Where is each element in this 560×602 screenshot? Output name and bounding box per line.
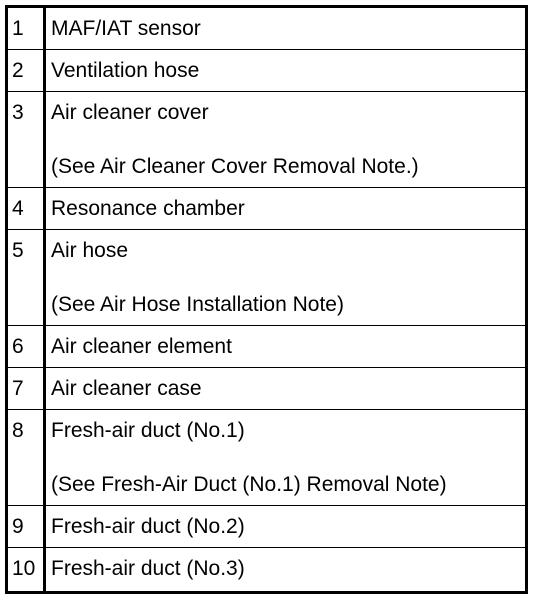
part-note: (See Air Cleaner Cover Removal Note.): [51, 155, 419, 178]
part-number: 8: [8, 410, 46, 505]
part-description: [46, 230, 525, 325]
part-name: Air cleaner case: [51, 377, 202, 400]
part-description: [46, 188, 525, 229]
part-number: 2: [8, 50, 46, 91]
table-row: [8, 50, 525, 92]
table-row: [8, 368, 525, 410]
part-number: 1: [8, 8, 46, 49]
part-name: Air cleaner cover: [51, 101, 209, 124]
parts-table: [5, 5, 528, 594]
table-row: [8, 8, 525, 50]
part-description: [46, 506, 525, 547]
part-description: [46, 410, 525, 505]
table-row: [8, 92, 525, 188]
table-row: [8, 230, 525, 326]
part-name: Air hose: [51, 239, 129, 262]
part-number: 7: [8, 368, 46, 409]
part-description: [46, 50, 525, 91]
part-number: 10: [8, 548, 46, 591]
part-name: Resonance chamber: [51, 197, 245, 220]
part-name: Fresh-air duct (No.1): [51, 419, 245, 442]
part-note: (See Air Hose Installation Note): [51, 293, 344, 316]
part-name: Fresh-air duct (No.3): [51, 557, 245, 580]
part-number: 4: [8, 188, 46, 229]
part-description: [46, 326, 525, 367]
part-name: Air cleaner element: [51, 335, 232, 358]
table-row: [8, 326, 525, 368]
part-name: Fresh-air duct (No.2): [51, 515, 245, 538]
table-row: [8, 548, 525, 591]
part-number: 6: [8, 326, 46, 367]
table-row: [8, 506, 525, 548]
table-row: [8, 410, 525, 506]
part-number: 3: [8, 92, 46, 187]
table-row: [8, 188, 525, 230]
part-number: 9: [8, 506, 46, 547]
part-name: Ventilation hose: [51, 59, 200, 82]
part-description: [46, 368, 525, 409]
part-name: MAF/IAT sensor: [51, 17, 201, 40]
part-note: (See Fresh-Air Duct (No.1) Removal Note): [51, 473, 447, 496]
part-description: [46, 8, 525, 49]
part-description: [46, 92, 525, 187]
part-description: [46, 548, 525, 591]
part-number: 5: [8, 230, 46, 325]
